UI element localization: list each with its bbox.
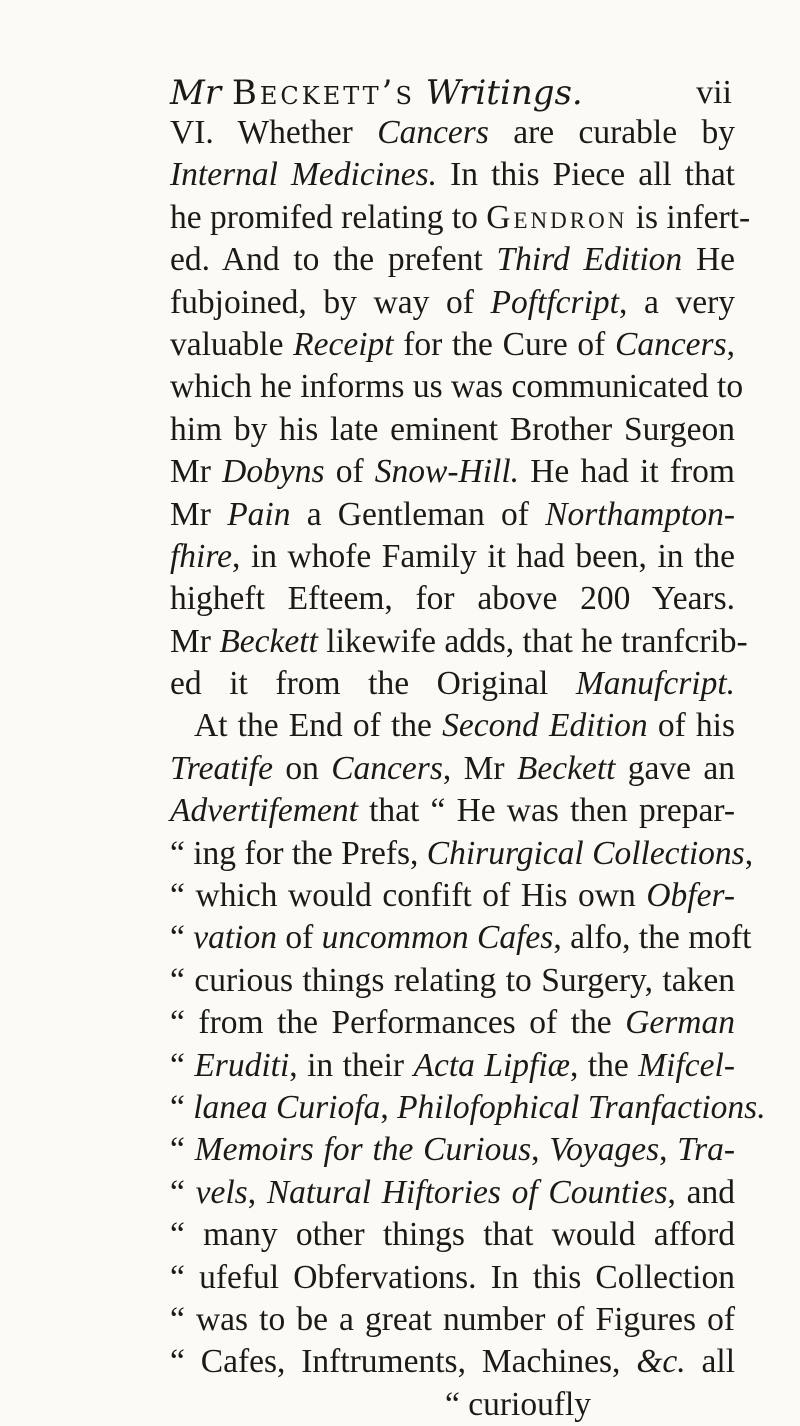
text-line: Treatife on Cancers, Mr Beckett gave an [170,749,735,787]
text-line: “ which would confift of His own Obfer- [170,877,735,915]
text-line: “ Eruditi, in their Acta Lipfiæ, the Mifcel- [170,1046,735,1084]
page-number: vii [696,74,732,111]
running-head-prefix: Mr [170,73,222,113]
running-head-name: Beckett’s [231,73,415,113]
text-line: Mr Pain a Gentleman of Northampton- [170,495,735,533]
body-text [170,112,766,1426]
text-line: “ was to be a great number of Figures of [170,1300,735,1338]
text-line: “ from the Performances of the German [170,1004,735,1042]
text-line: “ ufeful Obfervations. In this Collection [170,1258,735,1296]
text-line: “ vels, Natural Hiftories of Counties, and [170,1173,736,1211]
text-line: Internal Medicines. In this Piece all that [170,156,735,194]
text-line: valuable Receipt for the Cure of Cancers, [170,325,735,363]
text-line: higheft Efteem, for above 200 Years. [170,580,735,618]
text-line: “ Cafes, Inftruments, Machines, &c. all [170,1343,736,1381]
text-line: him by his late eminent Brother Surgeon [170,410,735,448]
text-line: fhire, in whofe Family it had been, in the [170,537,735,575]
text-line: Mr Beckett likewife adds, that he tranfcrib- [170,622,748,660]
text-line: Advertifement that “ He was then prepar- [170,792,735,830]
text-line: which he informs us was communicated to [170,368,744,406]
text-line: ed. And to the prefent Third Edition He [170,241,736,279]
text-line: “ curioufly [445,1385,592,1423]
text-line: “ Memoirs for the Curious, Voyages, Tra- [170,1131,736,1169]
text-line: fubjoined, by way of Poftfcript, a very [170,283,735,321]
running-head [170,68,732,118]
text-line: “ ing for the Prefs, Chirurgical Collections, [170,834,754,872]
text-line: At the End of the Second Edition of his [194,707,735,745]
text-line: ed it from the Original Manufcript. [170,665,735,703]
text-line: “ curious things relating to Surgery, taken [170,961,735,999]
text-line: “ vation of uncommon Cafes, alfo, the moft [170,919,752,957]
text-line: he promifed relating to Gendron is infert- [170,198,751,236]
text-line: Mr Dobyns of Snow-Hill. He had it from [170,453,735,491]
running-head-rest: Writings. [425,73,583,113]
text-line: VI. Whether Cancers are curable by [170,114,735,151]
text-line: “ lanea Curiofa, Philofophical Tranfactions. [170,1088,766,1126]
text-line: “ many other things that would afford [170,1216,735,1254]
